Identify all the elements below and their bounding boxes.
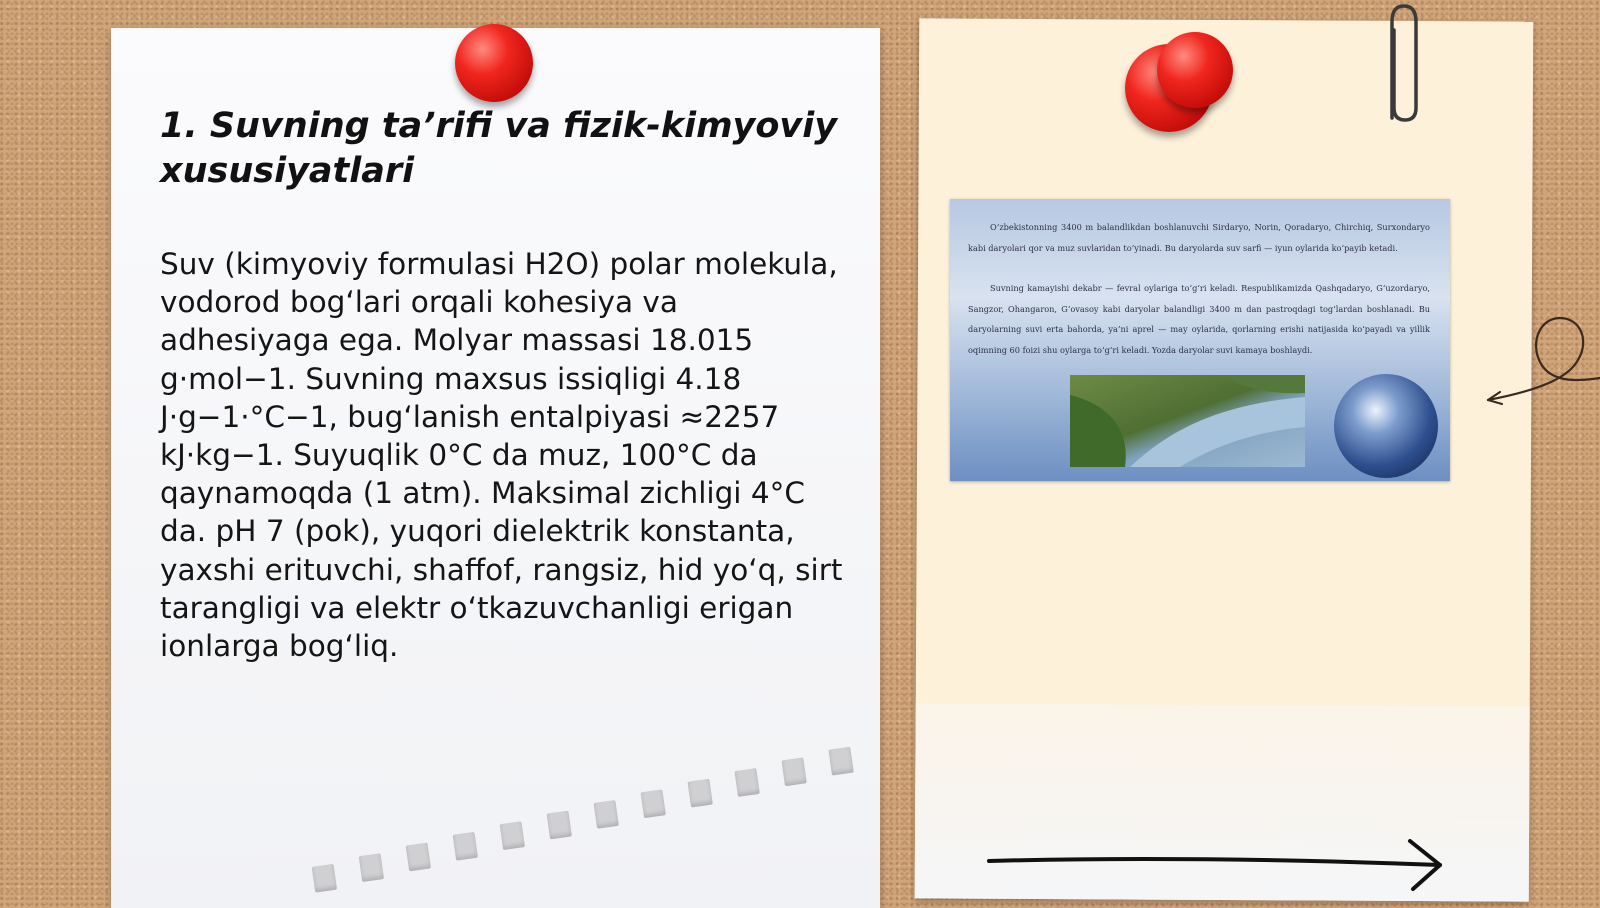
slide-title: 1. Suvning ta’rifi va fizik-kimyoviy xususiyatlari — [160, 106, 838, 191]
image-text-paragraph-2: Suvning kamayishi dekabr — fevral oylariga to‘g‘ri keladi. Respublikamizda Qashqadaryo, G‘uzordaryo, Sangzor, Ohangaron, G‘ovasoy kabi daryolar balandligi 3400 m dan pastroqdagi tog‘lardan boshlanadi. Bu daryolarning suvi erta bahorda, ya’ni aprel — may oylarida, qorlarning erishi natijasida ko‘payadi va yillik oqimning 60 foizi shu oylarga to‘g‘ri keladi. Yozda daryolar suvi kamaya boshlaydi. — [968, 283, 1430, 355]
red-push-pin-icon — [455, 24, 533, 102]
image-text-paragraph-1: O‘zbekistonning 3400 m balandlikdan boshlanuvchi Sirdaryo, Norin, Qoradaryo, Chirchiq, Surxondaryo kabi daryolari qor va muz suvlaridan to‘yinadi. Bu daryolarda suv sarfi — iyun oylarida ko‘payib ketadi. — [968, 222, 1430, 253]
river-photo — [1070, 375, 1305, 467]
body-text: Suv (kimyoviy formulasi H2O) polar molekula, vodorod bog‘lari orqali kohesiya va adhesiyaga ega. Molyar massasi 18.015 g·mol−1. Suvning maxsus issiqligi 4.18 J·g−1·°C−1, bug‘lanish entalpiyasi ≈2257 kJ·kg−1. Suyuqlik 0°C da muz, 100°C da qaynamoqda (1 atm). Maksimal zichligi 4°C da. pH 7 (pok), yuqori dielektrik konstanta, yaxshi erituvchi, shaffof, rangsiz, hid yo‘q, sirt tarangligi va elektr o‘tkazuvchanligi erigan ionlarga bog‘liq. — [160, 247, 843, 664]
curly-arrow-doodle-icon — [1480, 310, 1600, 410]
globe-image — [1334, 374, 1438, 478]
right-arrow-icon[interactable] — [985, 835, 1447, 895]
paper-clip-icon — [1376, 0, 1422, 125]
scanned-textbook-image — [950, 199, 1450, 481]
